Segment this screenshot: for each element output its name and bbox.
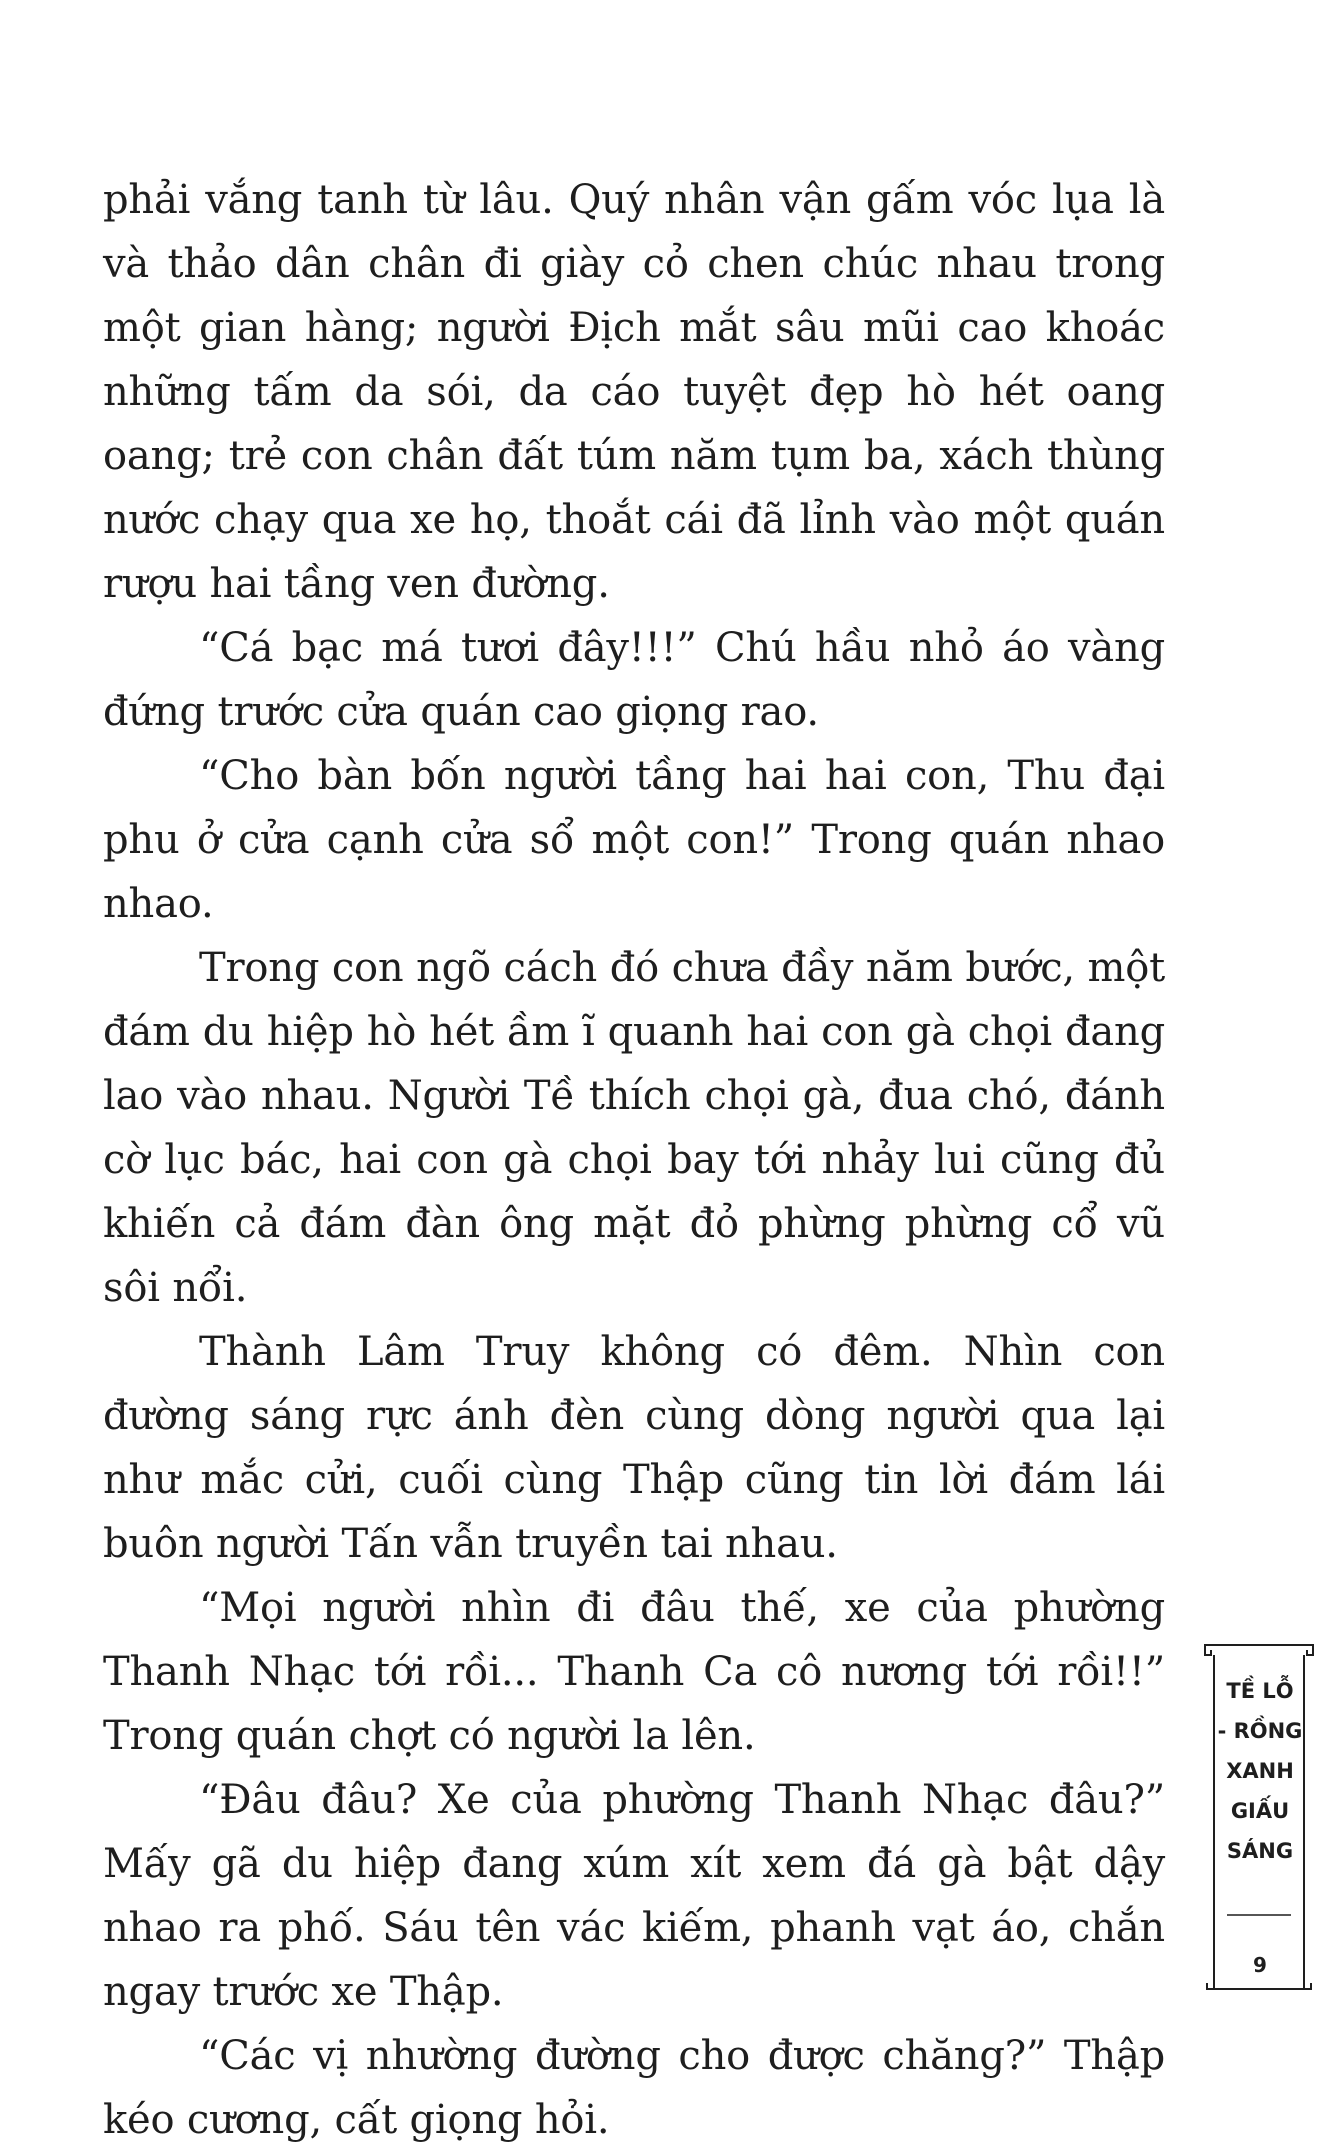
book-title-line: XANH — [1226, 1759, 1294, 1783]
paragraph: Trong con ngõ cách đó chưa đầy năm bước, một đám du hiệp hò hét ầm ĩ quanh hai con gà chọi đang lao vào nhau. Người Tề thích chọi gà, đua chó, đánh cờ lục bác, hai con gà chọi bay tới nhảy lui cũng đủ khiến cả đám đàn ông mặt đỏ phừng phừng cổ vũ sôi nổi. — [103, 945, 1165, 1311]
book-title — [1215, 1671, 1305, 1871]
book-title-line: SÁNG — [1226, 1839, 1294, 1863]
sidebar-book-title — [1197, 1633, 1321, 2001]
paragraph: Thành Lâm Truy không có đêm. Nhìn con đường sáng rực ánh đèn cùng dòng người qua lại như mắc cửi, cuối cùng Thập cũng tin lời đám lái buôn người Tấn vẫn truyền tai nhau. — [103, 1329, 1165, 1567]
page-number: 9 — [1253, 1953, 1267, 1977]
paragraph: “Cá bạc má tươi đây!!!” Chú hầu nhỏ áo vàng đứng trước cửa quán cao giọng rao. — [103, 625, 1165, 735]
paragraph: phải vắng tanh từ lâu. Quý nhân vận gấm vóc lụa là và thảo dân chân đi giày cỏ chen chúc nhau trong một gian hàng; người Địch mắt sâu mũi cao khoác những tấm da sói, da cáo tuyệt đẹp hò hét oang oang; trẻ con chân đất túm năm tụm ba, xách thùng nước chạy qua xe họ, thoắt cái đã lỉnh vào một quán rượu hai tầng ven đường. — [103, 177, 1165, 607]
book-title-line: GIẤU — [1230, 1799, 1290, 1823]
body-text — [103, 168, 1165, 2152]
book-title-line: TỀ LỖ — [1226, 1679, 1294, 1703]
paragraph: “Mọi người nhìn đi đâu thế, xe của phường Thanh Nhạc tới rồi... Thanh Ca cô nương tới rồi!!” Trong quán chợt có người la lên. — [103, 1585, 1165, 1759]
paragraph: “Đâu đâu? Xe của phường Thanh Nhạc đâu?” Mấy gã du hiệp đang xúm xít xem đá gà bật dậy nhao ra phố. Sáu tên vác kiếm, phanh vạt áo, chắn ngay trước xe Thập. — [103, 1777, 1165, 2015]
book-title-line: - RỒNG — [1217, 1719, 1303, 1743]
paragraph: “Cho bàn bốn người tầng hai hai con, Thu đại phu ở cửa cạnh cửa sổ một con!” Trong quán nhao nhao. — [103, 753, 1165, 927]
paragraph: “Các vị nhường đường cho được chăng?” Thập kéo cương, cất giọng hỏi. — [103, 2033, 1165, 2143]
